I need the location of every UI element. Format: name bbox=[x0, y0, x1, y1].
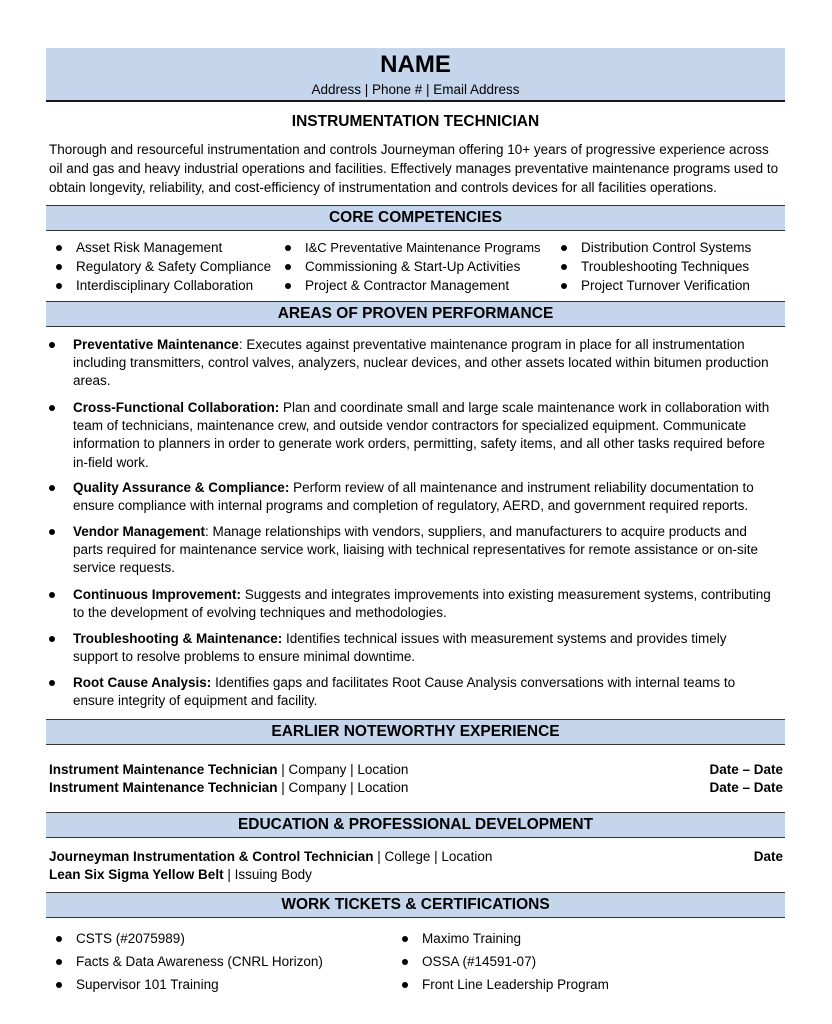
entry-date: Date – Date bbox=[709, 762, 783, 777]
certifications-column-2 bbox=[402, 927, 609, 996]
certification-item: Supervisor 101 Training bbox=[56, 973, 323, 996]
bullet-icon bbox=[49, 529, 55, 535]
bullet-icon bbox=[285, 245, 291, 251]
competency-item: Project Turnover Verification bbox=[561, 276, 751, 295]
performance-item: Continuous Improvement: Suggests and integrates improvements into existing measurement systems, contributing to the development of evolving techniques and methodologies. bbox=[46, 586, 785, 622]
education-entry: Journeyman Instrumentation & Control Technician | College | Location Date bbox=[49, 849, 783, 864]
bullet-icon bbox=[49, 592, 55, 598]
certification-item: Facts & Data Awareness (CNRL Horizon) bbox=[56, 950, 323, 973]
certification-item: Front Line Leadership Program bbox=[402, 973, 609, 996]
core-competencies-heading: CORE COMPETENCIES bbox=[46, 205, 785, 231]
bullet-icon bbox=[402, 982, 408, 988]
bullet-icon bbox=[56, 283, 62, 289]
certification-item: Maximo Training bbox=[402, 927, 609, 950]
bullet-icon bbox=[56, 245, 62, 251]
competency-item: Troubleshooting Techniques bbox=[561, 257, 751, 276]
performance-item: Preventative Maintenance: Executes against preventative maintenance program in place for all instrumentation including transmitters, control valves, analyzers, nuclear devices, and other assets located within bitumen production areas. bbox=[46, 336, 785, 391]
bullet-icon bbox=[49, 342, 55, 348]
education-entry: Lean Six Sigma Yellow Belt | Issuing Body bbox=[49, 867, 312, 882]
bullet-icon bbox=[56, 959, 62, 965]
performance-heading: AREAS OF PROVEN PERFORMANCE bbox=[46, 301, 785, 327]
bullet-icon bbox=[285, 283, 291, 289]
bullet-icon bbox=[56, 936, 62, 942]
bullet-icon bbox=[561, 264, 567, 270]
performance-item: Troubleshooting & Maintenance: Identifies technical issues with measurement systems and provides timely support to resolve problems to ensure minimal downtime. bbox=[46, 630, 785, 666]
bullet-icon bbox=[402, 936, 408, 942]
certifications-heading: WORK TICKETS & CERTIFICATIONS bbox=[46, 892, 785, 918]
certification-item: OSSA (#14591-07) bbox=[402, 950, 609, 973]
competency-item: I&C Preventative Maintenance Programs bbox=[285, 238, 541, 257]
competency-item: Regulatory & Safety Compliance bbox=[56, 257, 271, 276]
job-title: INSTRUMENTATION TECHNICIAN bbox=[291, 113, 540, 130]
competency-item: Distribution Control Systems bbox=[561, 238, 751, 257]
summary-paragraph: Thorough and resourceful instrumentation and controls Journeyman offering 10+ years of progressive experience across oil and gas and heavy industrial operations and facilities. Effectively manages preventative maintenance programs used to obtain longevity, reliability, and cost-efficiency of instrumentation and controls devices for all facilities operations. bbox=[49, 142, 779, 195]
header-band bbox=[46, 48, 785, 102]
certification-item: CSTS (#2075989) bbox=[56, 927, 323, 950]
bullet-icon bbox=[49, 636, 55, 642]
experience-entry: Instrument Maintenance Technician | Company | Location Date – Date bbox=[49, 762, 783, 777]
performance-item: Root Cause Analysis: Identifies gaps and facilitates Root Cause Analysis conversations with internal teams to ensure integrity of equipment and facility. bbox=[46, 674, 785, 710]
bullet-icon bbox=[49, 485, 55, 491]
education-heading: EDUCATION & PROFESSIONAL DEVELOPMENT bbox=[46, 812, 785, 838]
bullet-icon bbox=[56, 264, 62, 270]
competencies-column-1 bbox=[56, 238, 271, 295]
competency-item: Interdisciplinary Collaboration bbox=[56, 276, 271, 295]
bullet-icon bbox=[49, 680, 55, 686]
bullet-icon bbox=[285, 264, 291, 270]
bullet-icon bbox=[56, 982, 62, 988]
certifications-column-1 bbox=[56, 927, 323, 996]
bullet-icon bbox=[561, 245, 567, 251]
competencies-column-3 bbox=[561, 238, 751, 295]
experience-entry: Instrument Maintenance Technician | Company | Location Date – Date bbox=[49, 780, 783, 795]
entry-date: Date bbox=[753, 849, 783, 864]
entry-date: Date – Date bbox=[709, 780, 783, 795]
competency-item: Project & Contractor Management bbox=[285, 276, 541, 295]
bullet-icon bbox=[49, 405, 55, 411]
contact-line: Address | Phone # | Email Address bbox=[311, 82, 520, 97]
performance-item: Cross-Functional Collaboration: Plan and coordinate small and large scale maintenance work in collaboration with team of technicians, maintenance crew, and outside vendor contractors for specialized equipment. Communicate information to planners in order to generate work orders, permitting, safety items, and all other tasks required before in-field work. bbox=[46, 399, 785, 472]
bullet-icon bbox=[561, 283, 567, 289]
competency-item: Asset Risk Management bbox=[56, 238, 271, 257]
experience-heading: EARLIER NOTEWORTHY EXPERIENCE bbox=[46, 719, 785, 745]
performance-item: Quality Assurance & Compliance: Perform review of all maintenance and instrument reliability documentation to ensure compliance with internal programs and completion of regulatory, AERD, and government required reports. bbox=[46, 479, 785, 515]
performance-item: Vendor Management: Manage relationships with vendors, suppliers, and manufacturers to acquire products and parts required for maintenance service work, liaising with technical representatives for remote assistance or on-site service requests. bbox=[46, 523, 785, 578]
bullet-icon bbox=[402, 959, 408, 965]
competencies-column-2 bbox=[285, 238, 541, 295]
competency-item: Commissioning & Start-Up Activities bbox=[285, 257, 541, 276]
candidate-name: NAME bbox=[380, 51, 451, 78]
